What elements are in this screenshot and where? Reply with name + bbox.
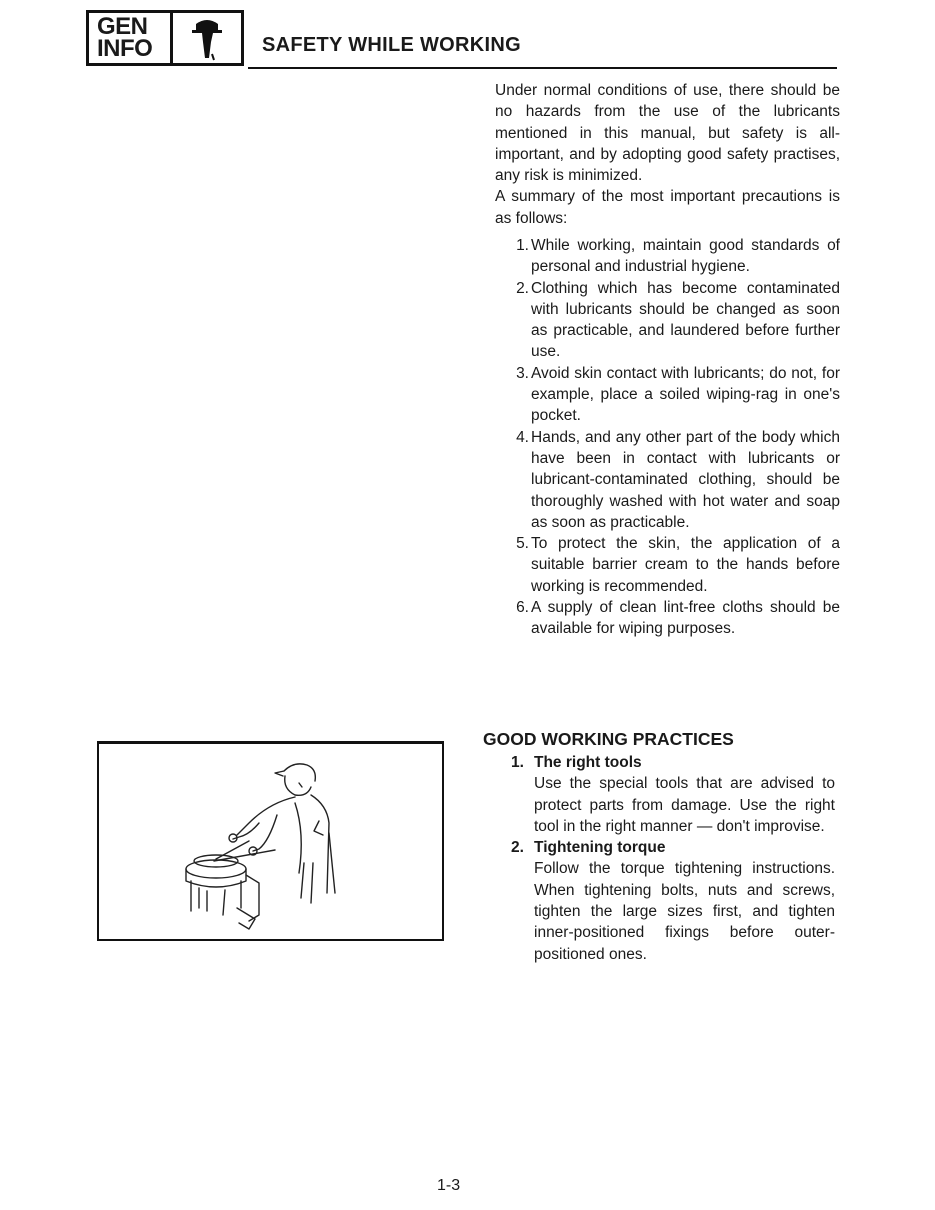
- outboard-motor-icon: [173, 13, 241, 63]
- badge-line-info: INFO: [97, 35, 153, 62]
- list-item: [511, 837, 835, 965]
- list-item: [495, 427, 840, 533]
- page-title: SAFETY WHILE WORKING: [262, 34, 521, 56]
- intro-paragraph-2: A summary of the most important precautions is as follows:: [495, 188, 840, 227]
- practice-heading: [511, 752, 835, 773]
- list-item-text: Hands, and any other part of the body which have been in contact with lubricants or lubricant-contaminated clothing, should be thoroughly washed with hot water and soap as soon as practicable.: [531, 428, 840, 531]
- practice-body: Follow the torque tightening instructions. When tightening bolts, nuts and screws, tighten the large sizes first, and tighten inner-positioned fixings before outer-positioned ones.: [534, 860, 835, 963]
- mechanic-tightening-illustration: [97, 741, 444, 941]
- practice-heading: [511, 837, 835, 858]
- list-item-text: While working, maintain good standards of personal and industrial hygiene.: [531, 237, 840, 276]
- list-item: [495, 363, 840, 427]
- list-item-number: 1.: [516, 237, 529, 254]
- good-practices-list: [511, 752, 835, 965]
- practice-title: Tightening torque: [534, 839, 666, 857]
- practice-title: The right tools: [534, 754, 642, 771]
- list-item-text: Avoid skin contact with lubricants; do not, for example, place a soiled wiping-rag in one's pocket.: [531, 364, 840, 425]
- list-item-number: 3.: [516, 364, 529, 382]
- list-item: [495, 533, 840, 597]
- list-item-text: A supply of clean lint-free cloths should be available for wiping purposes.: [531, 599, 840, 638]
- practice-body: Use the special tools that are advised to protect parts from damage. Use the right tool in the right manner — don't improvise.: [534, 775, 835, 835]
- list-item: [495, 597, 840, 640]
- list-item-number: 6.: [516, 599, 529, 617]
- section-badge: [86, 10, 244, 66]
- intro-paragraph-1: Under normal conditions of use, there should be no hazards from the use of the lubricants mentioned in this manual, but safety is all-important, and by adopting good safety practises, any risk is minimized.: [495, 82, 840, 185]
- list-item: [495, 235, 840, 278]
- practice-number: 1.: [511, 754, 524, 771]
- list-item: [511, 752, 835, 837]
- section-heading-good-practices: GOOD WORKING PRACTICES: [483, 729, 734, 749]
- figure-top-border: [97, 741, 444, 744]
- page-number: 1-3: [437, 1177, 461, 1194]
- gen-info-label: [89, 13, 173, 63]
- intro-text: [495, 80, 840, 229]
- title-rule: [248, 67, 837, 69]
- list-item: [495, 278, 840, 363]
- list-item-number: 4.: [516, 428, 529, 446]
- list-item-number: 5.: [516, 535, 529, 553]
- list-item-text: Clothing which has become contaminated with lubricants should be changed as soon as practicable, and laundered before further use.: [531, 279, 840, 361]
- precautions-list: [495, 235, 840, 640]
- list-item-number: 2.: [516, 279, 529, 297]
- list-item-text: To protect the skin, the application of a suitable barrier cream to the hands before working is recommended.: [531, 535, 840, 595]
- badge-line-gen: GEN: [97, 13, 148, 40]
- practice-number: 2.: [511, 839, 524, 857]
